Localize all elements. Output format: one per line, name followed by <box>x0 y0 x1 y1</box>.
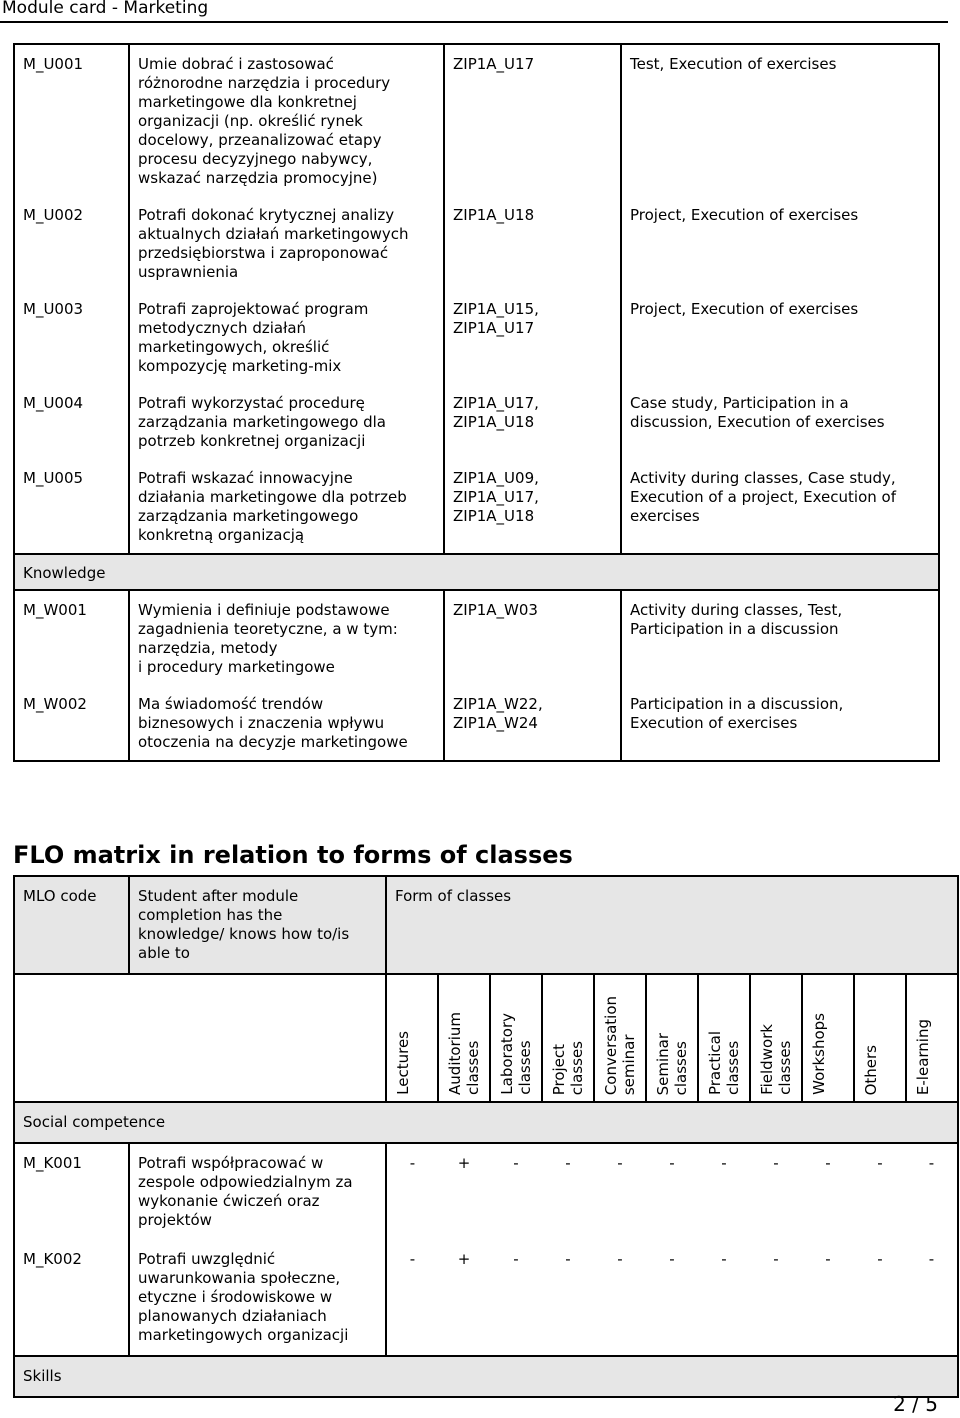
form-mark: - <box>542 1240 594 1356</box>
outcome-verification-method: Test, Execution of exercises <box>621 44 939 196</box>
skills-section-row <box>14 1356 958 1397</box>
outcome-verification-method: Case study, Participation in a discussion, Execution of exercises <box>621 384 939 459</box>
outcome-code: M_U001 <box>14 44 129 196</box>
outcome-verification-method: Activity during classes, Test, Participation in a discussion <box>621 590 939 685</box>
outcome-row <box>14 196 939 290</box>
social-competence-section-row <box>14 1102 958 1143</box>
outcome-description: Wymienia i definiuje podstawowe zagadnienia teoretyczne, a w tym: narzędzia, metody i procedury marketingowe <box>129 590 444 685</box>
form-mark: - <box>906 1143 958 1240</box>
outcome-related-effects: ZIP1A_U09, ZIP1A_U17, ZIP1A_U18 <box>444 459 621 554</box>
outcome-related-effects: ZIP1A_W03 <box>444 590 621 685</box>
form-of-class-header <box>906 974 958 1102</box>
flo-matrix-table <box>13 875 959 1398</box>
form-mark: - <box>721 1154 727 1172</box>
skills-section-label: Skills <box>14 1356 958 1397</box>
knowledge-section-row <box>14 554 939 590</box>
outcome-description: Potrafi zaprojektować program metodycznych działań marketingowych, określić kompozycję marketing-mix <box>129 290 444 384</box>
outcome-related-effects: ZIP1A_U17 <box>444 44 621 196</box>
outcome-related-effects: ZIP1A_W22, ZIP1A_W24 <box>444 685 621 761</box>
form-mark: - <box>802 1240 854 1356</box>
form-mark: - <box>386 1240 438 1356</box>
form-of-class-label: Practical classes <box>706 1030 742 1095</box>
outcome-row <box>14 44 939 196</box>
form-of-class-header <box>438 974 490 1102</box>
outcome-description: Potrafi dokonać krytycznej analizy aktualnych działań marketingowych przedsiębiorstwa i zaproponować usprawnienia <box>129 196 444 290</box>
form-mark: - <box>750 1240 802 1356</box>
flo-matrix-title: FLO matrix in relation to forms of classes <box>13 841 573 869</box>
outcome-code: M_U003 <box>14 290 129 384</box>
knowledge-section-label: Knowledge <box>14 554 939 590</box>
mlo-description: Potrafi uwzględnić uwarunkowania społeczne, etyczne i środowiskowe w planowanych działaniach marketingowych organizacji <box>129 1240 386 1356</box>
form-mark: - <box>594 1240 646 1356</box>
form-of-class-header <box>594 974 646 1102</box>
form-of-class-label: Lectures <box>394 1031 412 1095</box>
outcome-related-effects: ZIP1A_U15, ZIP1A_U17 <box>444 290 621 384</box>
form-mark: - <box>906 1240 958 1356</box>
mlo-code-header: MLO code <box>14 876 129 974</box>
outcome-code: M_W002 <box>14 685 129 761</box>
form-of-class-header <box>646 974 698 1102</box>
outcome-row <box>14 459 939 554</box>
forms-header-row <box>14 974 958 1102</box>
form-mark: - <box>854 1240 906 1356</box>
form-of-class-label: Laboratory classes <box>498 1013 534 1095</box>
form-of-class-header <box>802 974 854 1102</box>
social-competence-label: Social competence <box>14 1102 958 1143</box>
form-of-class-header <box>854 974 906 1102</box>
outcome-code: M_U002 <box>14 196 129 290</box>
outcome-related-effects: ZIP1A_U18 <box>444 196 621 290</box>
form-mark: - <box>565 1154 571 1172</box>
form-of-class-label: Seminar classes <box>654 1032 690 1095</box>
outcome-related-effects: ZIP1A_U17, ZIP1A_U18 <box>444 384 621 459</box>
form-of-class-label: Fieldwork classes <box>758 1024 794 1095</box>
form-of-classes-header: Form of classes <box>386 876 958 974</box>
flo-header-row <box>14 876 958 974</box>
module-card-title: Module card - Marketing <box>2 0 209 18</box>
form-mark: - <box>646 1240 698 1356</box>
forms-blank-cell <box>14 974 386 1102</box>
outcome-verification-method: Participation in a discussion, Execution of exercises <box>621 685 939 761</box>
outcome-verification-method: Project, Execution of exercises <box>621 290 939 384</box>
form-mark: - <box>409 1154 416 1172</box>
form-of-class-label: E-learning <box>914 1018 932 1095</box>
outcome-row <box>14 290 939 384</box>
form-of-class-label: Conversation seminar <box>602 995 638 1095</box>
form-mark: + <box>438 1240 490 1356</box>
outcome-verification-method: Activity during classes, Case study, Execution of a project, Execution of exercises <box>621 459 939 554</box>
outcome-description: Umie dobrać i zastosować różnorodne narzędzia i procedury marketingowe dla konkretnej organizacji (np. określić rynek docelowy, przeanalizować etapy procesu decyzyjnego nabywcy, wskazać narzędzia promocyjne) <box>129 44 444 196</box>
flo-matrix-row <box>14 1143 958 1240</box>
form-mark: - <box>617 1154 623 1172</box>
outcome-description: Potrafi wskazać innowacyjne działania marketingowe dla potrzeb zarządzania marketingowego konkretną organizacją <box>129 459 444 554</box>
outcome-code: M_U004 <box>14 384 129 459</box>
form-of-class-label: Auditorium classes <box>446 1012 482 1095</box>
form-mark: - <box>513 1154 519 1172</box>
form-mark: - <box>877 1154 883 1172</box>
outcome-description: Potrafi wykorzystać procedurę zarządzania marketingowego dla potrzeb konkretnej organizacji <box>129 384 444 459</box>
page-header <box>0 0 948 23</box>
form-of-class-label: Workshops <box>810 1013 828 1095</box>
form-of-class-header <box>386 974 438 1102</box>
outcome-description: Ma świadomość trendów biznesowych i znaczenia wpływu otoczenia na decyzje marketingowe <box>129 685 444 761</box>
outcome-code: M_U005 <box>14 459 129 554</box>
form-mark: - <box>825 1154 831 1172</box>
outcome-row <box>14 590 939 685</box>
form-of-class-header <box>750 974 802 1102</box>
mlo-code: M_K002 <box>14 1240 129 1356</box>
form-mark: - <box>698 1240 750 1356</box>
form-mark: - <box>490 1240 542 1356</box>
form-of-class-label: Project classes <box>550 1040 586 1095</box>
outcome-code: M_W001 <box>14 590 129 685</box>
form-of-class-header <box>542 974 594 1102</box>
outcome-row <box>14 384 939 459</box>
learning-outcomes-table <box>13 43 940 762</box>
form-mark: + <box>457 1154 471 1172</box>
form-mark: - <box>773 1154 779 1172</box>
mlo-description: Potrafi współpracować w zespole odpowiedzialnym za wykonanie ćwiczeń oraz projektów <box>129 1143 386 1240</box>
form-of-class-header <box>490 974 542 1102</box>
student-description-header: Student after module completion has the knowledge/ knows how to/is able to <box>129 876 386 974</box>
outcome-row <box>14 685 939 761</box>
mlo-code: M_K001 <box>14 1143 129 1240</box>
form-of-class-header <box>698 974 750 1102</box>
flo-matrix-row <box>14 1240 958 1356</box>
form-of-class-label: Others <box>862 1044 880 1095</box>
outcome-verification-method: Project, Execution of exercises <box>621 196 939 290</box>
form-mark: - <box>669 1154 675 1172</box>
page-number: 2 / 5 <box>893 1392 938 1416</box>
